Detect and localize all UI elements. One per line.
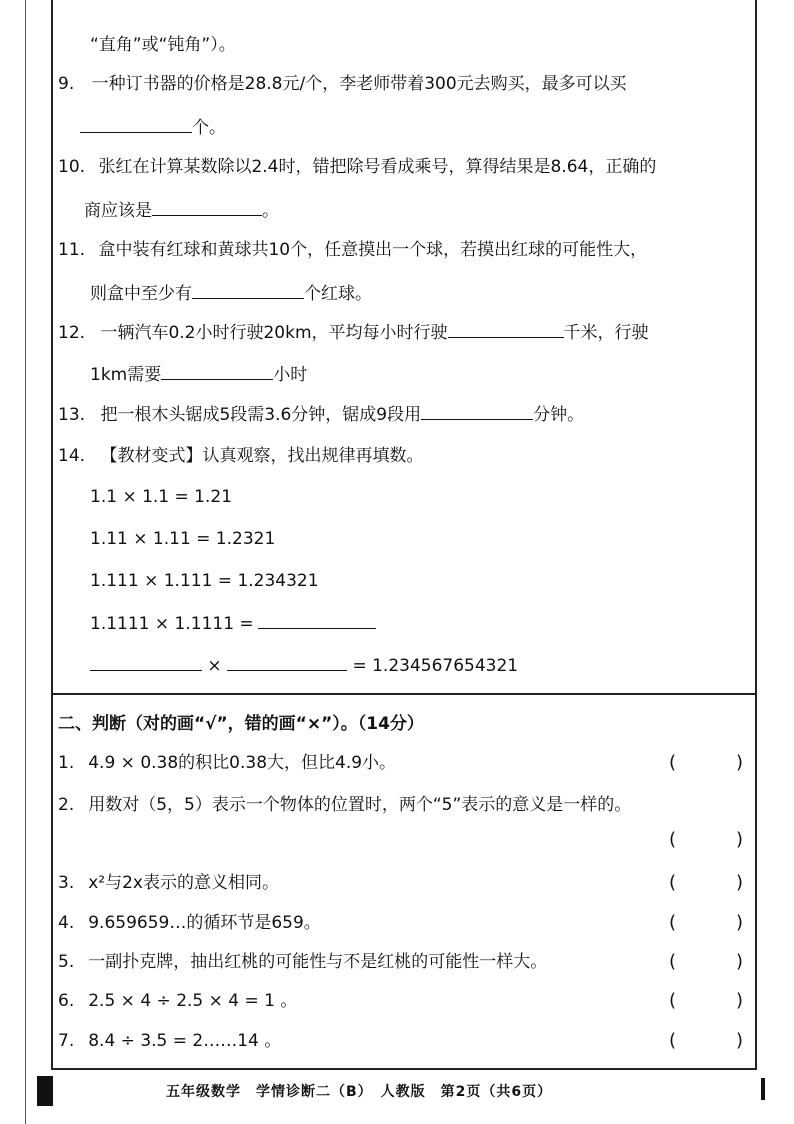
answer-paren-open[interactable]: ( [669,990,677,1011]
q12-mid: 千米，行驶 [563,323,649,343]
judgement-item [58,990,297,1012]
judgement-item-text: 4.9 × 0.38的积比0.38大，但比4.9小。 [88,753,397,773]
q11-number: 11. [58,240,86,260]
registration-mark-left [37,1076,53,1106]
q12-prefix: 1km需要 [90,365,162,385]
q12 [58,321,649,344]
q14-factor-2-blank[interactable] [227,654,347,671]
q10-answer-blank[interactable] [152,199,262,216]
answer-paren-open[interactable]: ( [669,1030,677,1051]
q14-text: 【教材变式】认真观察，找出规律再填数。 [100,446,424,466]
q14-number: 14. [58,446,86,466]
q14 [58,445,423,467]
registration-mark-right [761,1078,765,1100]
q11-text: 盒中装有红球和黄球共10个，任意摸出一个球，若摸出红球的可能性大， [98,240,648,260]
judgement-item-number: 1. [58,753,75,773]
answer-paren-close[interactable]: ) [736,829,744,850]
answer-paren-open[interactable]: ( [669,912,677,933]
q14-row-4-blank[interactable] [258,612,376,629]
answer-paren-open[interactable]: ( [669,872,677,893]
q10-suffix: 。 [262,201,279,221]
section2-heading: 二、判断（对的画“√”，错的画“×”）。（14分） [58,714,424,734]
q10-line2 [84,199,279,222]
judgement-item-number: 3. [58,873,75,893]
judgement-item [58,794,631,816]
judgement-item-number: 5. [58,952,75,972]
answer-paren-open[interactable]: ( [669,951,677,972]
q10-prefix: 商应该是 [84,201,152,221]
q14-last-result: = 1.234567654321 [352,656,519,676]
q10-number: 10. [58,157,86,177]
q9-text: 一种订书器的价格是28.8元/个，李老师带着300元去购买，最多可以买 [91,74,627,94]
q14-factor-1-blank[interactable] [90,654,202,671]
judgement-item-text: 9.659659…的循环节是659。 [88,913,321,933]
q12-suffix: 小时 [273,365,308,385]
q12-line2 [90,363,307,386]
answer-paren-close[interactable]: ) [736,912,744,933]
answer-paren-close[interactable]: ) [736,1030,744,1051]
judgement-item [58,912,321,934]
judgement-item-number: 7. [58,1031,75,1051]
judgement-item-text: x²与2x表示的意义相同。 [88,873,279,893]
judgement-item [58,1030,281,1052]
q13 [58,403,584,426]
judgement-item [58,752,396,774]
q14-row-3: 1.111 × 1.111 = 1.234321 [90,571,319,591]
q13-number: 13. [58,405,86,425]
q14-row-2: 1.11 × 1.11 = 1.2321 [90,529,276,549]
q14-row-4 [90,612,376,635]
q12-text: 一辆汽车0.2小时行驶20km，平均每小时行驶 [100,323,448,343]
q9-answer-blank[interactable] [80,116,192,133]
q9-number: 9. [58,74,75,94]
q9-line2 [80,116,226,139]
answer-paren-close[interactable]: ) [736,951,744,972]
answer-paren-open[interactable]: ( [669,752,677,773]
q10 [58,156,656,178]
q13-answer-blank[interactable] [421,403,533,420]
judgement-item-number: 4. [58,913,75,933]
q11 [58,239,647,261]
judgement-item-text: 8.4 ÷ 3.5 = 2……14 。 [88,1031,282,1051]
q12-time-blank[interactable] [161,363,273,380]
q9-tail: 个。 [192,118,226,138]
judgement-item-text: 一副扑克牌，抽出红桃的可能性与不是红桃的可能性一样大。 [88,952,548,972]
q14-times-sign: × [207,656,222,676]
answer-paren-open[interactable]: ( [669,829,677,850]
q11-suffix: 个红球。 [304,284,372,304]
q12-speed-blank[interactable] [448,321,564,338]
judgement-item-number: 6. [58,991,75,1011]
q14-row-1: 1.1 × 1.1 = 1.21 [90,487,233,507]
q12-number: 12. [58,323,86,343]
q13-tail: 分钟。 [533,405,585,425]
answer-paren-close[interactable]: ) [736,872,744,893]
judgement-item-number: 2. [58,795,75,815]
q11-line2 [90,282,372,305]
q14-row-4-expression: 1.1111 × 1.1111 = [90,614,254,634]
judgement-item-text: 用数对（5，5）表示一个物体的位置时，两个“5”表示的意义是一样的。 [88,795,632,815]
section-divider [51,693,757,695]
q8-tail: “直角”或“钝角”）。 [90,35,236,55]
q10-text: 张红在计算某数除以2.4时，错把除号看成乘号，算得结果是8.64，正确的 [98,157,657,177]
answer-paren-close[interactable]: ) [736,990,744,1011]
q11-prefix: 则盒中至少有 [90,284,192,304]
q14-row-5 [90,654,518,677]
page-footer: 五年级数学 学情诊断二（B） 人教版 第2页（共6页） [166,1084,553,1100]
q13-text: 把一根木头锯成5段需3.6分钟，锯成9段用 [100,405,422,425]
q11-answer-blank[interactable] [192,282,304,299]
q9 [58,73,627,95]
judgement-item [58,872,279,894]
margin-line [25,0,26,1124]
judgement-item-text: 2.5 × 4 ÷ 2.5 × 4 = 1 。 [88,991,298,1011]
answer-paren-close[interactable]: ) [736,752,744,773]
judgement-item [58,951,547,973]
